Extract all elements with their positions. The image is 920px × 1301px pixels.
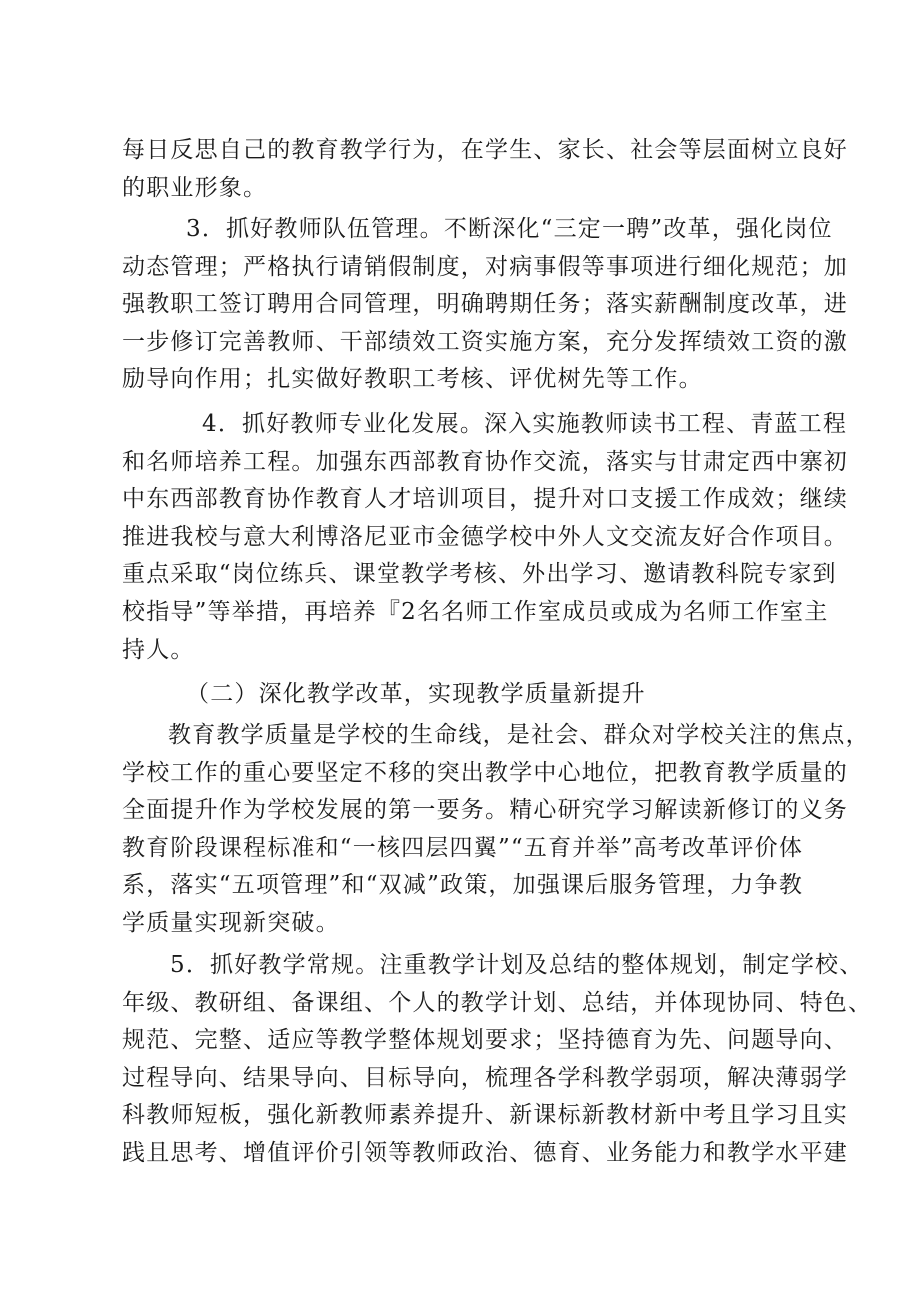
- text-line: 每日反思自己的教育教学行为，在学生、家长、社会等层面树立良好: [122, 137, 848, 163]
- text-line: 持人。: [122, 636, 195, 663]
- text-line: 教育教学质量是学校的生命线，是社会、群众对学校关注的焦点，: [168, 722, 870, 748]
- paragraph-item-5: [122, 947, 873, 1173]
- paragraph-item-3: [122, 211, 848, 399]
- text-line: 科教师短板，强化新教师素养提升、新课标新教材新中考且学习且实: [122, 1102, 848, 1129]
- text-line: 学校工作的重心要坚定不移的突出教学中心地位，把教育教学质量的: [122, 759, 848, 786]
- text-line: 动态管理；严格执行请销假制度，对病事假等事项进行细化规范；加: [122, 253, 848, 280]
- text-line: 校指导”等举措，再培养『2名名师工作室成员或成为名师工作室主: [122, 598, 829, 625]
- text-line: 全面提升作为学校发展的第一要务。精心研究学习解读新修订的义务: [122, 797, 848, 824]
- text-line: 推进我校与意大利博洛尼亚市金德学校中外人文交流友好合作项目。: [122, 523, 848, 550]
- text-line: 和名师培养工程。加强东西部教育协作交流，落实与甘肃定西中寨初: [122, 448, 848, 475]
- text-line: 过程导向、结果导向、目标导向，梳理各学科教学弱项，解决薄弱学: [122, 1064, 848, 1091]
- heading-text: （二）深化教学改革，实现教学质量新提升: [186, 681, 646, 707]
- text-line: 励导向作用；扎实做好教职工考核、评优树先等工作。: [122, 366, 703, 393]
- text-line: 践且思考、增值评价引领等教师政治、德育、业务能力和教学水平建: [122, 1139, 848, 1166]
- text-line: 系，落实“五项管理”和“双减”政策，加强课后服务管理，力争教: [122, 872, 804, 899]
- text-line: 的职业形象。: [122, 174, 268, 201]
- text-line: 4．抓好教师专业化发展。深入实施教师读书工程、青蓝工程: [202, 411, 848, 437]
- text-line: 一步修订完善教师、干部绩效工资实施方案，充分发挥绩效工资的激: [122, 328, 848, 355]
- text-line: 教育阶段课程标准和“一核四层四翼”“五育并举”高考改革评价体: [122, 834, 804, 861]
- paragraph-item-4: [122, 406, 848, 669]
- text-line: 强教职工签订聘用合同管理，明确聘期任务；落实薪酬制度改革，进: [122, 291, 848, 318]
- text-line: 学质量实现新突破。: [122, 909, 340, 936]
- text-line: 重点采取“岗位练兵、课堂教学考核、外出学习、邀请教科院专家到: [122, 561, 837, 588]
- text-line: 3．抓好教师队伍管理。不断深化“三定一聘”改革，强化岗位: [186, 216, 833, 242]
- text-line: 年级、教研组、备课组、个人的教学计划、总结，并体现协同、特色、: [122, 989, 873, 1016]
- text-line: 5．抓好教学常规。注重教学计划及总结的整体规划，制定学校、: [170, 952, 864, 978]
- paragraph-quality: [122, 717, 870, 943]
- text-line: 中东西部教育协作教育人才培训项目，提升对口支援工作成效；继续: [122, 486, 848, 513]
- text-line: 规范、完整、适应等教学整体规划要求；坚持德育为先、问题导向、: [122, 1027, 848, 1054]
- paragraph-1: [122, 132, 848, 207]
- section-heading: [122, 676, 822, 714]
